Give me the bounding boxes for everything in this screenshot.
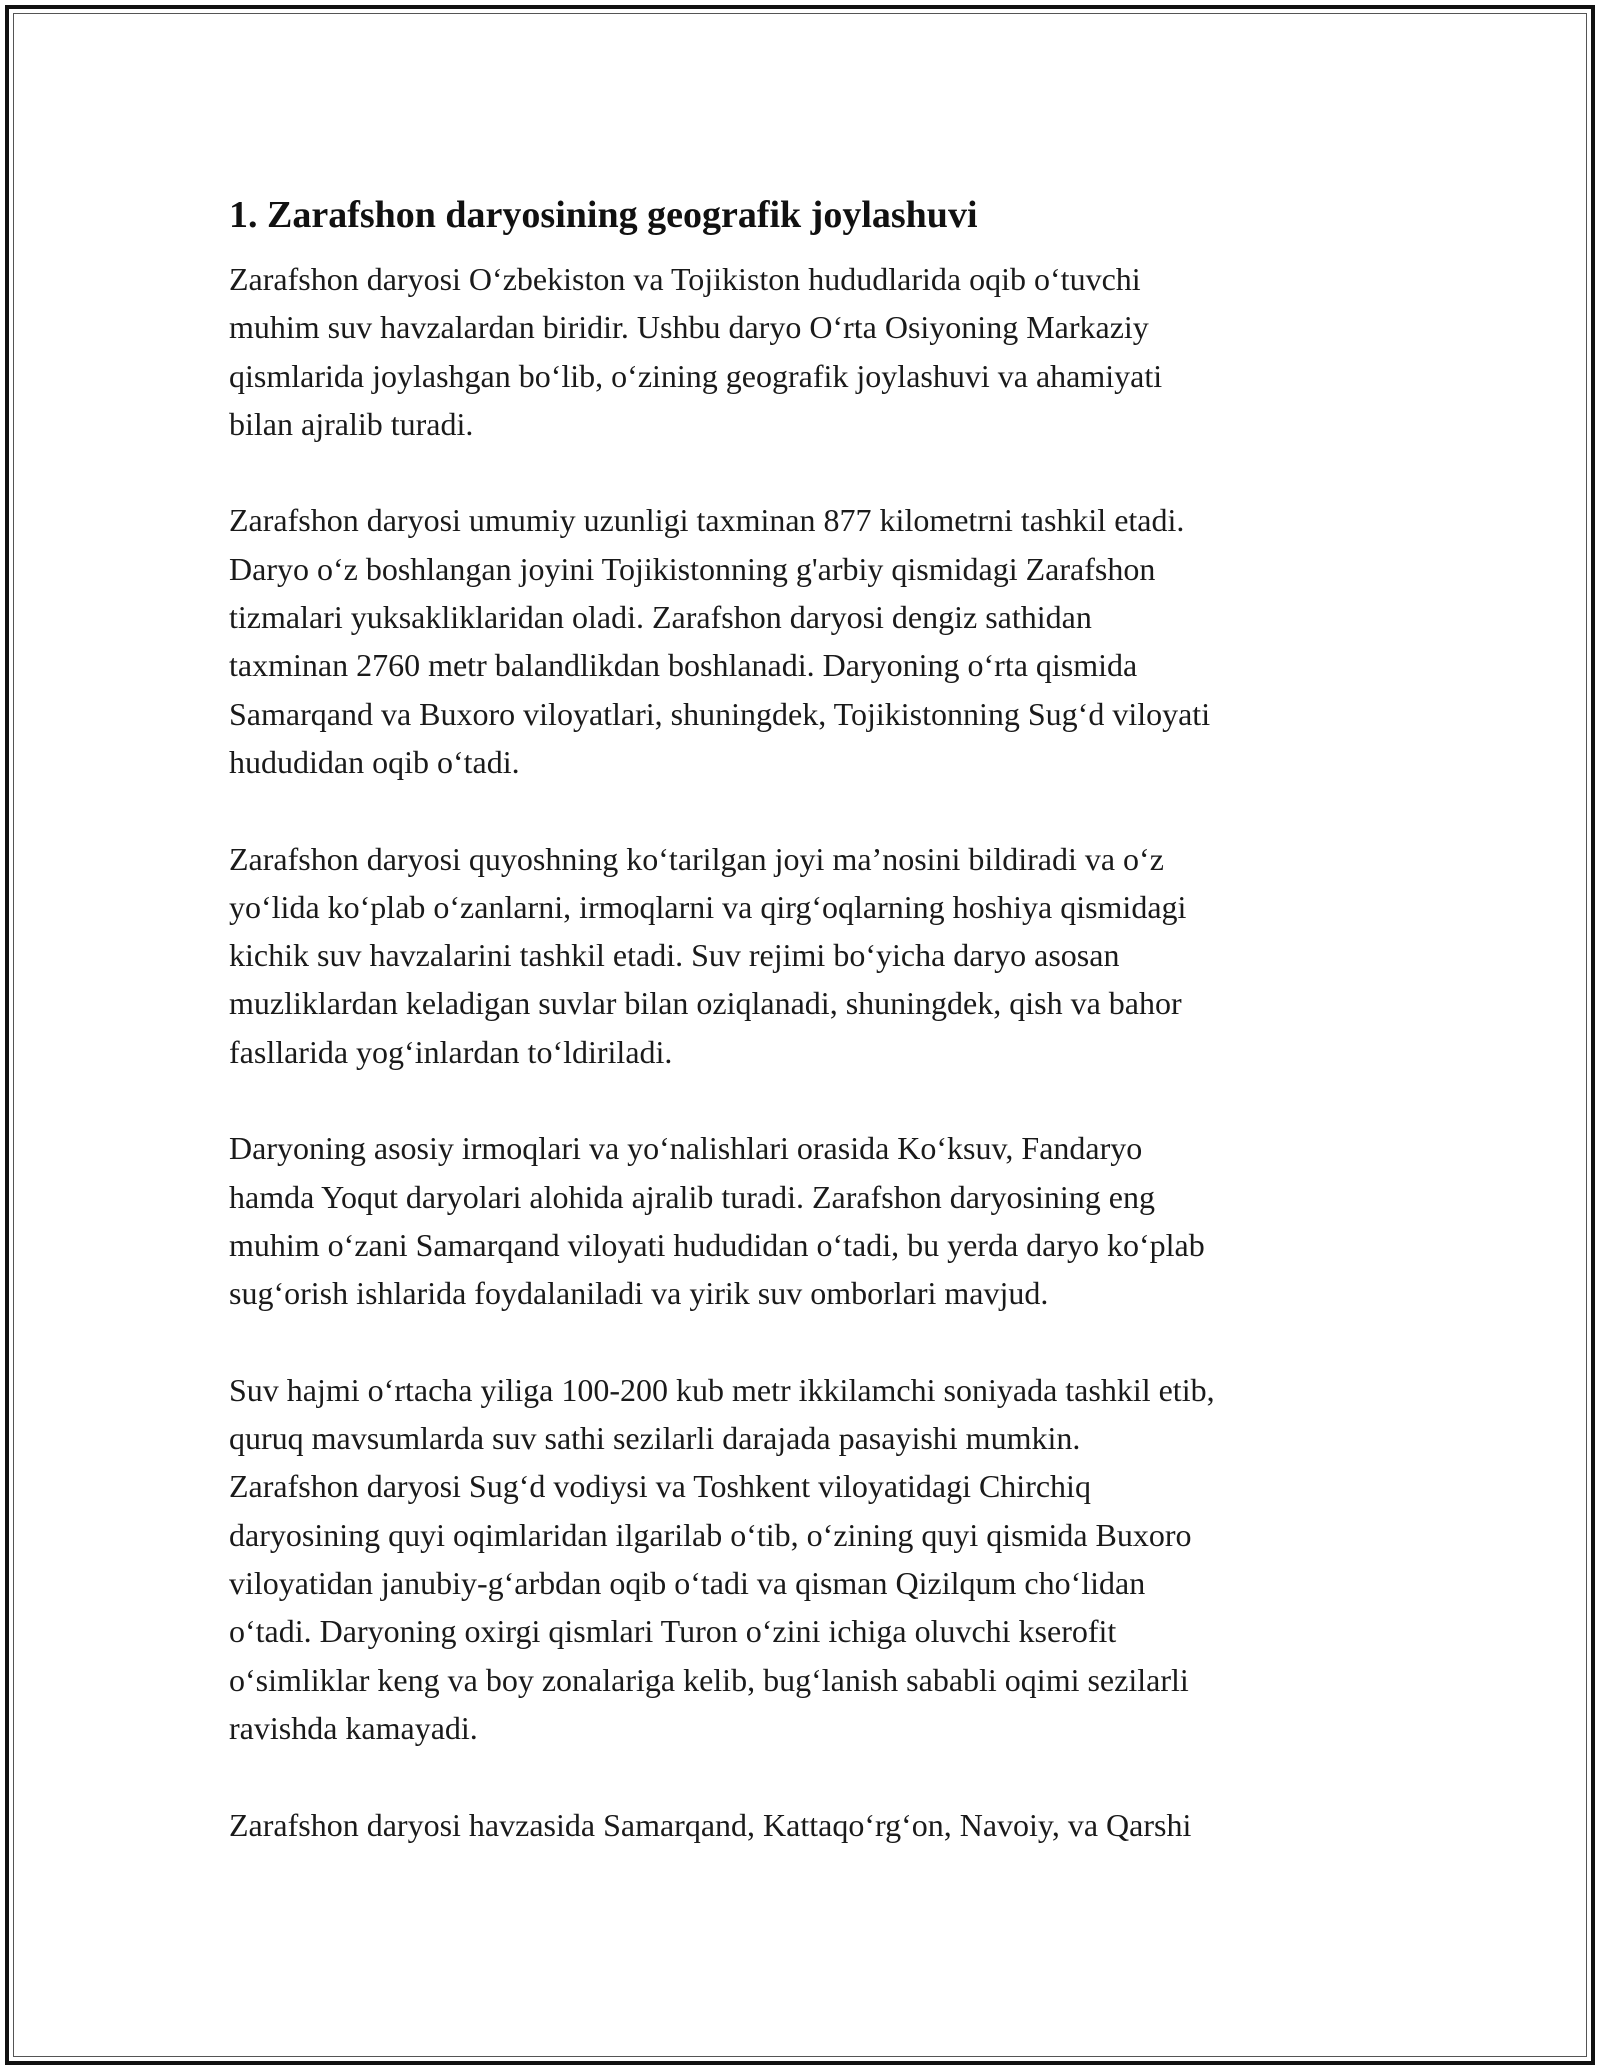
paragraph-basin-cities: Zarafshon daryosi havzasida Samarqand, Kattaqo‘rg‘on, Navoiy, va Qarshi: [229, 1806, 1192, 1843]
paragraph-name-regime: Zarafshon daryosi quyoshning ko‘tarilgan joyi ma’nosini bildiradi va o‘z yo‘lida ko‘plab o‘zanlarni, irmoqlarni va qirg‘oqlarning hoshiya qismidagi kichik suv havzalarini tashkil etadi. Suv rejimi bo‘yicha daryo asosan muzliklardan keladigan suvlar bilan oziqlanadi, shuningdek, qish va bahor fasllarida yog‘inlardan to‘ldiriladi.: [229, 840, 1187, 1070]
paragraph-intro: Zarafshon daryosi O‘zbekiston va Tojikiston hududlarida oqib o‘tuvchi muhim suv havzalardan biridir. Ushbu daryo O‘rta Osiyoning Markaziy qismlarida joylashgan bo‘lib, o‘zining geografik joylashuvi va ahamiyati bilan ajralib turadi.: [229, 261, 1163, 442]
document-body: [229, 183, 1389, 1849]
paragraph-water-volume: Suv hajmi o‘rtacha yiliga 100-200 kub metr ikkilamchi soniyada tashkil etib, quruq mavsumlarda suv sathi sezilarli darajada pasayishi mumkin. Zarafshon daryosi Sug‘d vodiysi va Toshkent viloyatidagi Chirchiq daryosining quyi oqimlaridan ilgarilab o‘tib, o‘zining quyi qismida Buxoro viloyatidan janubiy-g‘arbdan oqib o‘tadi va qisman Qizilqum cho‘lidan o‘tadi. Daryoning oxirgi qismlari Turon o‘zini ichiga oluvchi kserofit o‘simliklar keng va boy zonalariga kelib, bug‘lanish sababli oqimi sezilarli ravishda kamayadi.: [229, 1371, 1215, 1746]
section-heading: 1. Zarafshon daryosining geografik joylashuvi: [229, 194, 978, 236]
paragraph-tributaries: Daryoning asosiy irmoqlari va yo‘nalishlari orasida Ko‘ksuv, Fandaryo hamda Yoqut daryolari alohida ajralib turadi. Zarafshon daryosining eng muhim o‘zani Samarqand viloyati hududidan o‘tadi, bu yerda daryo ko‘plab sug‘orish ishlarida foydalaniladi va yirik suv omborlari mavjud.: [229, 1130, 1205, 1312]
paragraph-length-source: Zarafshon daryosi umumiy uzunligi taxminan 877 kilometrni tashkil etadi. Daryo o‘z boshlangan joyini Tojikistonning g'arbiy qismidagi Zarafshon tizmalari yuksakliklaridan oladi. Zarafshon daryosi dengiz sathidan taxminan 2760 metr balandlikdan boshlanadi. Daryoning o‘rta qismida Samarqand va Buxoro viloyatlari, shuningdek, Tojikistonning Sug‘d viloyati hududidan oqib o‘tadi.: [229, 502, 1211, 780]
